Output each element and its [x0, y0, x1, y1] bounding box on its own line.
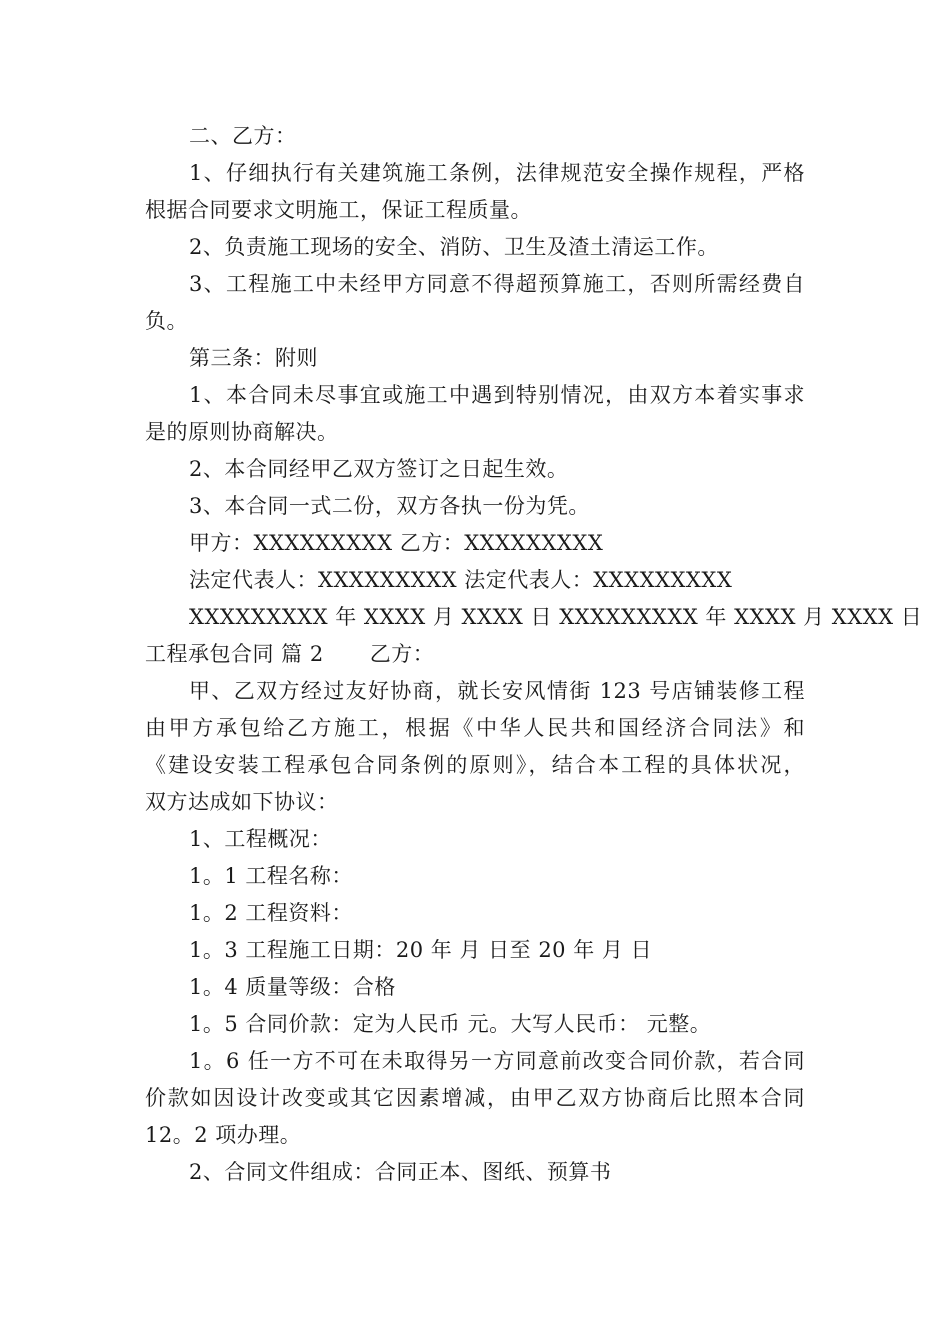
- section-heading-party-b: 二、乙方：: [189, 124, 297, 148]
- signature-line-parties: 甲方：XXXXXXXXX 乙方：XXXXXXXXX: [189, 531, 604, 555]
- paragraph-line: 1。6 任一方不可在未取得另一方同意前改变合同价款，若合同: [189, 1049, 805, 1073]
- paragraph-line: 1、本合同未尽事宜或施工中遇到特别情况，由双方本着实事求: [189, 383, 805, 407]
- paragraph-line: 12。2 项办理。: [145, 1123, 302, 1147]
- paragraph-line: 2、本合同经甲乙双方签订之日起生效。: [189, 457, 569, 481]
- article-heading: 第三条：附则: [189, 346, 318, 370]
- contract-title: 工程承包合同 篇 2: [145, 642, 324, 666]
- paragraph-line: 负。: [145, 309, 188, 333]
- contract-title-line: [145, 640, 434, 668]
- paragraph-line: 《建设安装工程承包合同条例的原则》，结合本工程的具体状况，: [145, 753, 805, 777]
- paragraph-line: 双方达成如下协议：: [145, 790, 339, 814]
- paragraph-line: 2、负责施工现场的安全、消防、卫生及渣土清运工作。: [189, 235, 719, 259]
- paragraph-line: 1。3 工程施工日期：20 年 月 日至 20 年 月 日: [189, 938, 653, 962]
- paragraph-line: 1、仔细执行有关建筑施工条例，法律规范安全操作规程，严格: [189, 161, 805, 185]
- paragraph-line: 甲、乙双方经过友好协商，就长安风情街 123 号店铺装修工程: [189, 679, 805, 703]
- paragraph-line: 3、工程施工中未经甲方同意不得超预算施工，否则所需经费自: [189, 272, 805, 296]
- paragraph-line: 1。5 合同价款：定为人民币 元。大写人民币： 元整。: [189, 1012, 712, 1036]
- paragraph-line: 价款如因设计改变或其它因素增减，由甲乙双方协商后比照本合同: [145, 1086, 805, 1110]
- paragraph-line: 1、工程概况：: [189, 827, 332, 851]
- paragraph-line: 由甲方承包给乙方施工，根据《中华人民共和国经济合同法》和: [145, 716, 805, 740]
- paragraph-line: 根据合同要求文明施工，保证工程质量。: [145, 198, 532, 222]
- paragraph-line: 1。1 工程名称：: [189, 864, 353, 888]
- paragraph-line: 2、合同文件组成：合同正本、图纸、预算书: [189, 1160, 612, 1184]
- paragraph-line: 3、本合同一式二份，双方各执一份为凭。: [189, 494, 590, 518]
- paragraph-line: 是的原则协商解决。: [145, 420, 339, 444]
- signature-line-representatives: 法定代表人：XXXXXXXXX 法定代表人：XXXXXXXXX: [189, 568, 733, 592]
- party-b-label: 乙方：: [369, 642, 435, 666]
- paragraph-line: 1。4 质量等级：合格: [189, 975, 396, 999]
- paragraph-line: 1。2 工程资料：: [189, 901, 353, 925]
- signature-line-dates: XXXXXXXXX 年 XXXX 月 XXXX 日 XXXXXXXXX 年 XXXX 月 XXXX 日: [189, 605, 923, 629]
